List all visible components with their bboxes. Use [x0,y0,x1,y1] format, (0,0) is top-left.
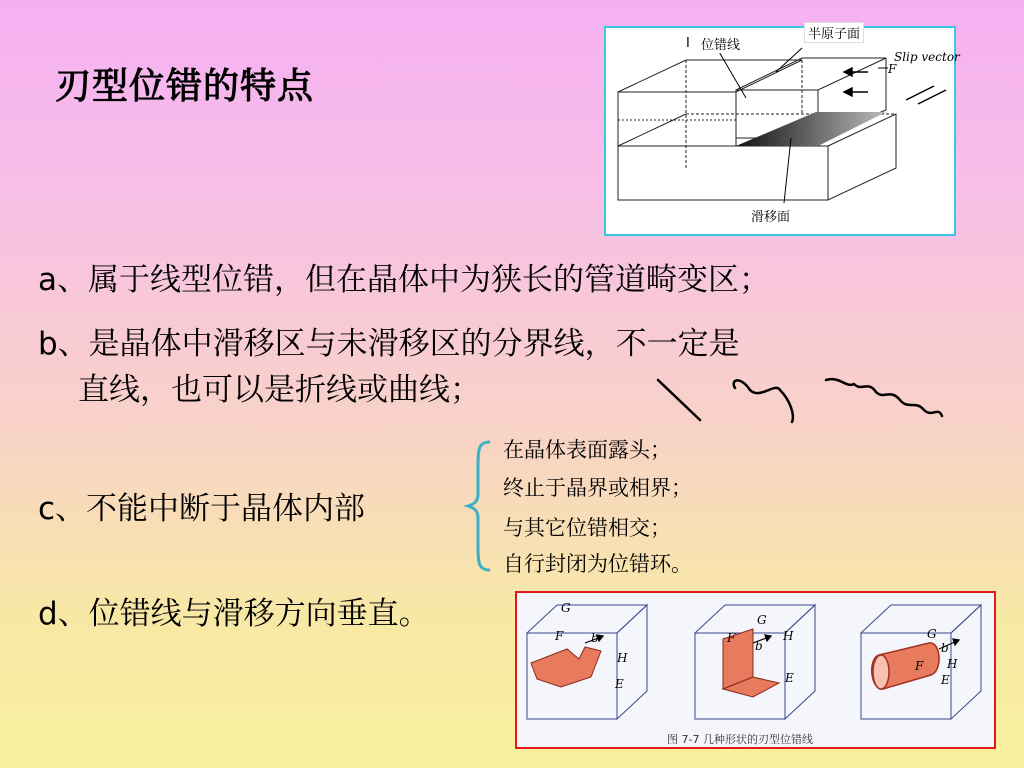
cube1-label-f: F [555,629,564,643]
c-sub-1: 在晶体表面露头； [503,438,671,462]
cube1-label-g: G [561,601,571,615]
c-sub-3: 与其它位错相交； [503,516,671,540]
cube2-label-f: F [727,631,736,645]
label-i: I [686,36,690,51]
brace-icon [464,438,494,574]
dislocation-shapes-figure [515,591,996,749]
line-shapes-illustration [650,370,950,430]
cube3-label-e: E [941,673,950,687]
item-c: c、不能中断于晶体内部 [38,491,366,527]
curved-line-sketch [734,380,793,422]
c-sub-4: 自行封闭为位错环。 [503,552,692,576]
cube2-label-g: G [757,613,767,627]
figure-caption: 图 7-7 几种形状的刃型位错线 [667,733,813,746]
item-b-line2: 直线，也可以是折线或曲线； [78,372,481,408]
label-f: F [888,62,897,76]
straight-line-sketch [658,380,700,420]
cube1-label-b: b [591,631,599,645]
zigzag-line-sketch [826,379,942,416]
page-title: 刃型位错的特点 [55,66,315,107]
label-dislocation-line: 位错线 [698,34,743,53]
cube2-label-e: E [785,671,794,685]
cube1-label-e: E [615,677,624,691]
c-sub-2: 终止于晶界或相界； [503,476,692,500]
label-slip-vector: Slip vector [894,50,960,64]
edge-dislocation-figure [604,26,960,236]
item-d: d、位错线与滑移方向垂直。 [38,596,430,632]
cube3-label-g: G [927,627,937,641]
item-b-line1: b、是晶体中滑移区与未滑移区的分界线，不一定是 [38,326,740,362]
label-half-plane: 半原子面 [804,22,864,43]
cube1-label-h: H [617,651,628,665]
item-a: a、属于线型位错，但在晶体中为狭长的管道畸变区； [38,262,770,298]
cube3-label-h: H [947,657,958,671]
cube3-label-f: F [915,659,924,673]
cube3-label-b: b [941,641,949,655]
label-slip-plane: 滑移面 [748,206,793,225]
cube2-label-b: b [755,639,763,653]
cube2-label-h: H [783,629,794,643]
